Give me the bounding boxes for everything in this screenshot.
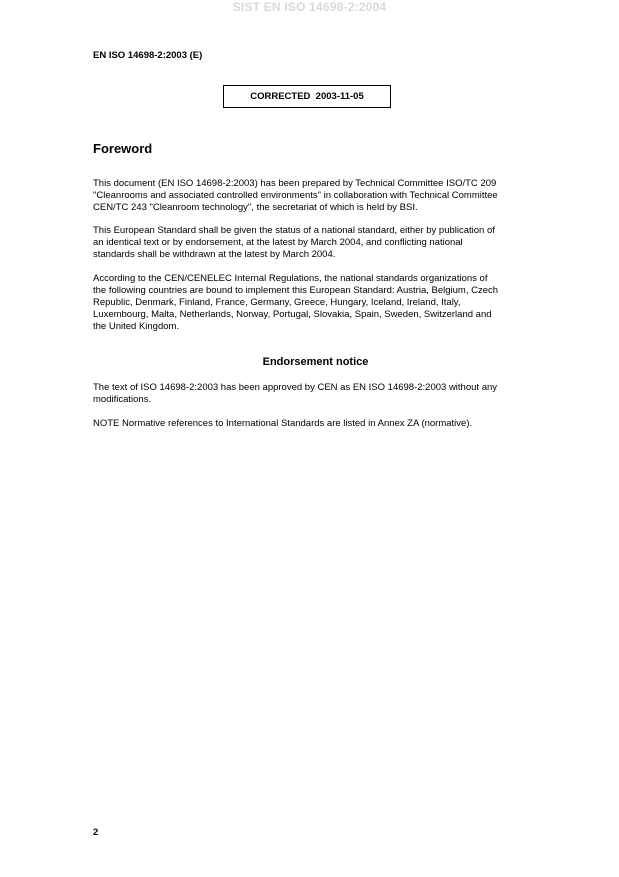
foreword-paragraph-2 xyxy=(93,225,543,261)
text-line: the United Kingdom. xyxy=(93,321,180,332)
corrected-stamp: CORRECTED 2003-11-05 xyxy=(223,85,391,108)
text-line: NOTE Normative references to International Standards are listed in Annex ZA (normative). xyxy=(93,418,473,429)
text-line: The text of ISO 14698-2:2003 has been approved by CEN as EN ISO 14698-2:2003 without any xyxy=(93,382,498,393)
text-line: Luxembourg, Malta, Netherlands, Norway, Portugal, Slovakia, Spain, Sweden, Switzerland and xyxy=(93,309,492,320)
foreword-heading: Foreword xyxy=(93,141,153,156)
text-line: the following countries are bound to implement this European Standard: Austria, Belgium, Czech xyxy=(93,285,499,296)
endorsement-paragraph xyxy=(93,382,543,406)
text-line: This European Standard shall be given the status of a national standard, either by publication of xyxy=(93,225,495,236)
text-line: CEN/TC 243 "Cleanroom technology", the secretariat of which is held by BSI. xyxy=(93,202,418,213)
text-line: an identical text or by endorsement, at the latest by March 2004, and conflicting national xyxy=(93,237,463,248)
text-line: This document (EN ISO 14698-2:2003) has been prepared by Technical Committee ISO/TC 209 xyxy=(93,178,497,189)
text-line: modifications. xyxy=(93,394,152,405)
text-line: "Cleanrooms and associated controlled environments" in collaboration with Technical Committee xyxy=(93,190,498,201)
endorsement-heading: Endorsement notice xyxy=(262,356,369,368)
foreword-paragraph-1 xyxy=(93,178,543,214)
document-id: EN ISO 14698-2:2003 (E) xyxy=(93,50,203,61)
page-number: 2 xyxy=(93,827,99,838)
text-line: standards shall be withdrawn at the latest by March 2004. xyxy=(93,249,336,260)
text-line: According to the CEN/CENELEC Internal Regulations, the national standards organizations of xyxy=(93,273,488,284)
watermark: SIST EN ISO 14698-2:2004 xyxy=(232,0,387,14)
endorsement-note xyxy=(93,418,543,430)
foreword-paragraph-3 xyxy=(93,273,543,333)
text-line: Republic, Denmark, Finland, France, Germany, Greece, Hungary, Iceland, Ireland, Italy, xyxy=(93,297,461,308)
